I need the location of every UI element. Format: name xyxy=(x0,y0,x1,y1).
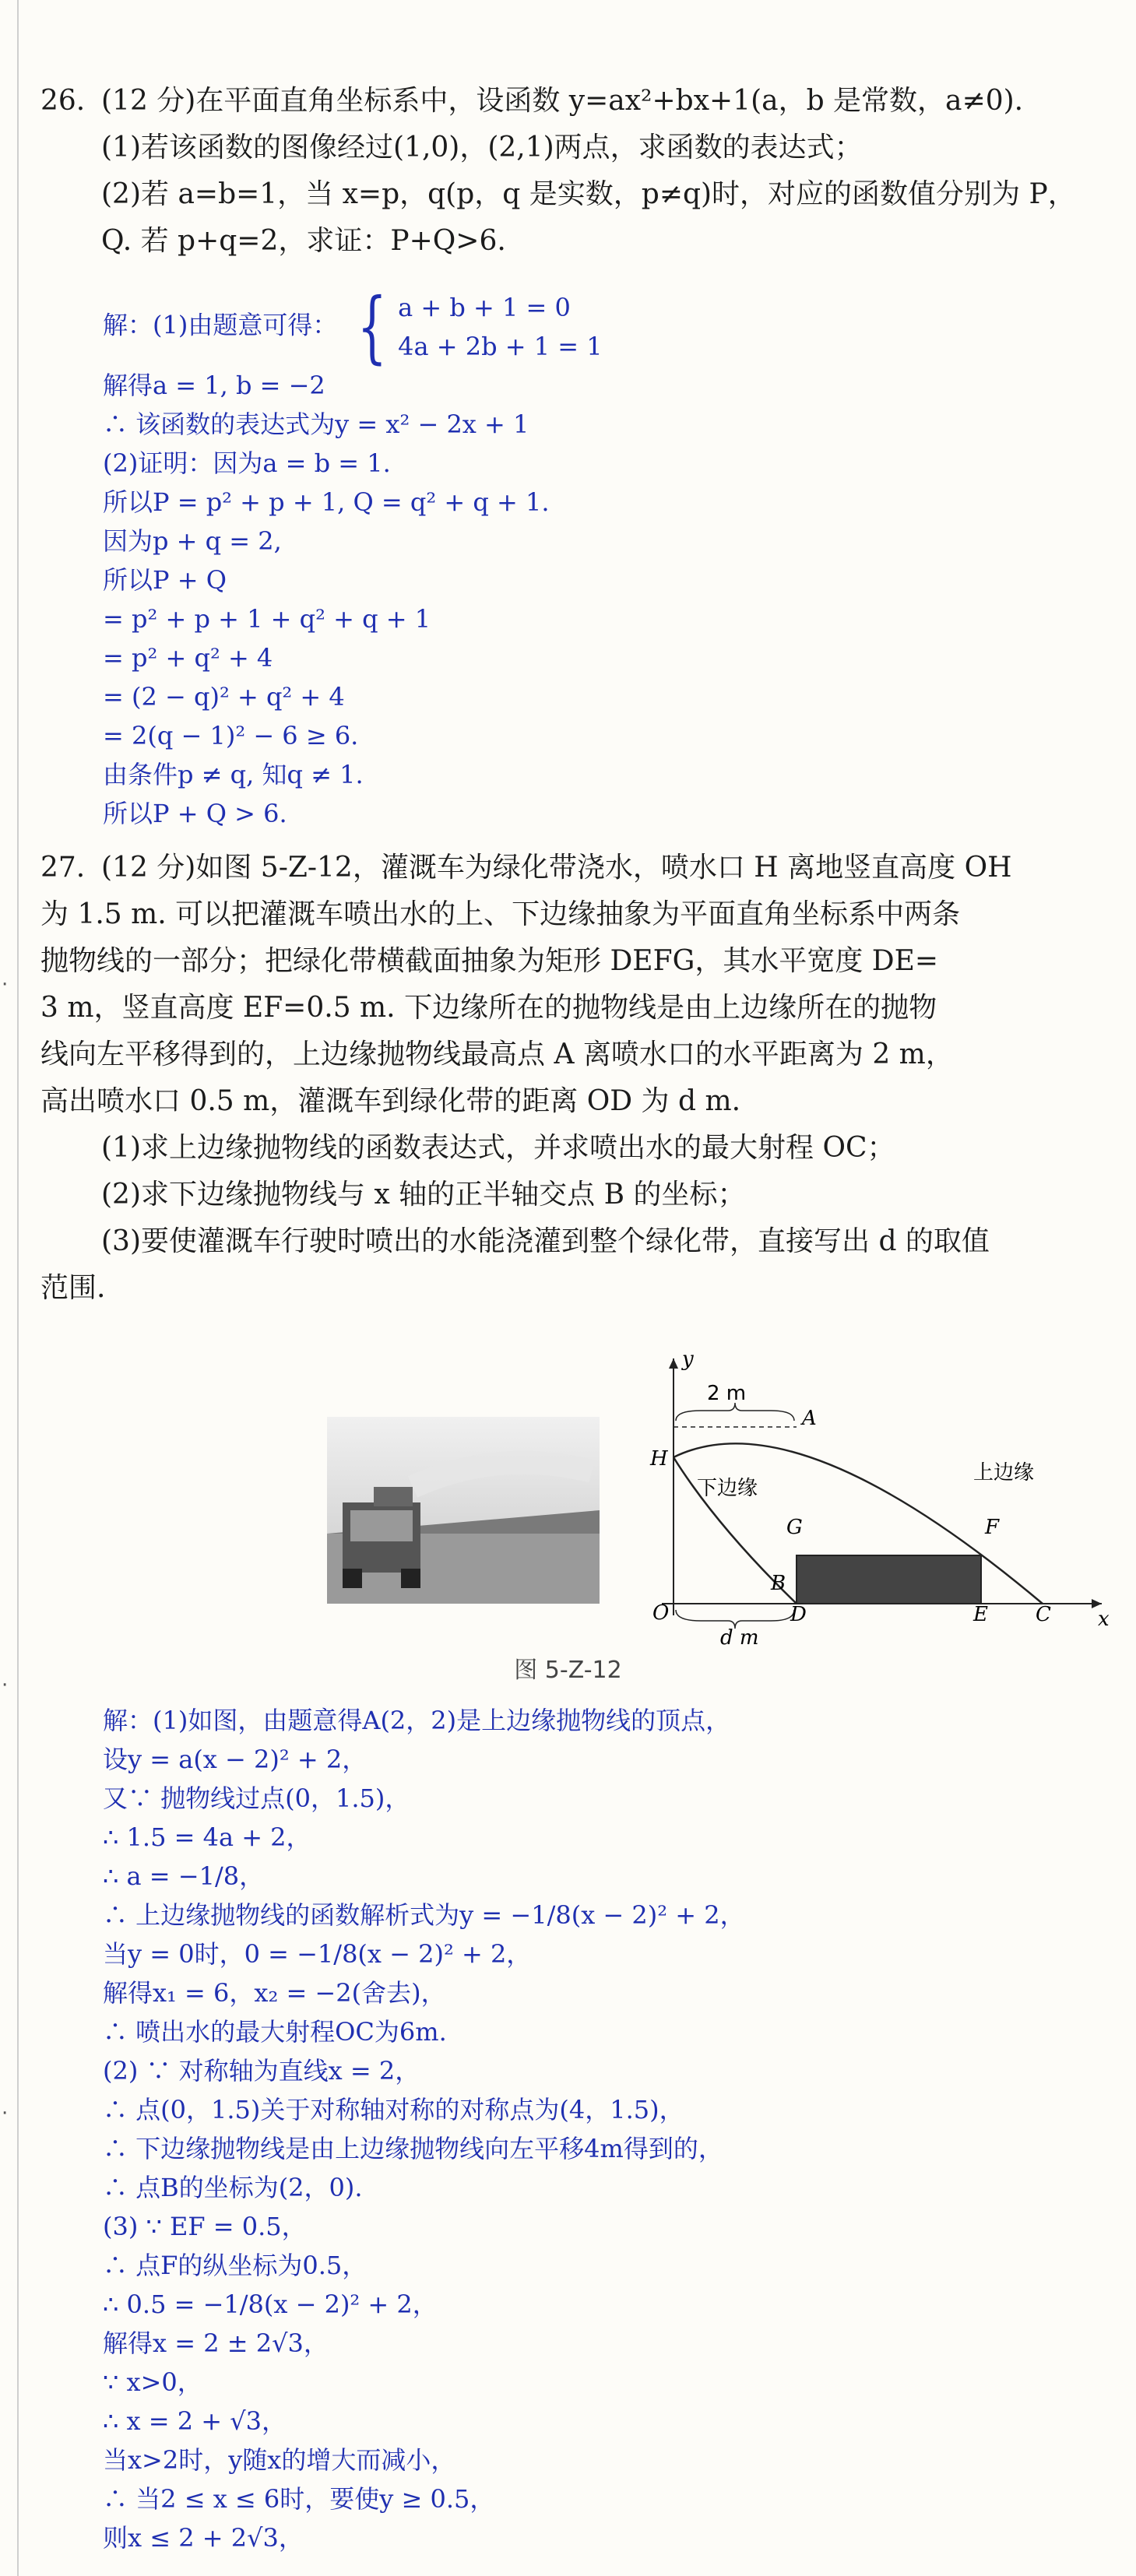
solution-line: 所以P + Q xyxy=(103,565,227,595)
margin-mark: · xyxy=(2,973,9,996)
point-G: G xyxy=(786,1516,803,1539)
solution-line: ∴ a = −1/8， xyxy=(103,1861,265,1891)
solution-line: 又∵ 抛物线过点(0，1.5)， xyxy=(103,1784,410,1813)
question-line: (1)若该函数的图像经过(1,0)，(2,1)两点，求函数的表达式； xyxy=(101,132,863,163)
label-2m: 2 m xyxy=(707,1382,747,1405)
question-line: 3 m，竖直高度 EF=0.5 m. 下边缘所在的抛物线是由上边缘所在的抛物 xyxy=(40,992,937,1024)
solution-line: ∴ 点B的坐标为(2，0). xyxy=(103,2173,363,2202)
solution-line: ∵ x>0， xyxy=(103,2367,202,2397)
label-upper-edge: 上边缘 xyxy=(973,1461,1035,1485)
solution-line: 设y = a(x − 2)² + 2， xyxy=(103,1745,368,1774)
question-line: 范围. xyxy=(40,1272,106,1304)
solution-line: 则x ≤ 2 + 2√3， xyxy=(103,2523,304,2553)
solution-line: 当x>2时，y随x的增大而减小， xyxy=(103,2445,456,2475)
point-E: E xyxy=(973,1603,988,1626)
question-line: 26. (12 分)在平面直角坐标系中，设函数 y=ax²+bx+1(a，b 是常数，a≠0). xyxy=(40,78,1099,125)
solution-intro: 解：(1)由题意可得： { a + b + 1 = 0 4a + 2b + 1 = 1 xyxy=(103,281,603,372)
solution-line: ∴ 下边缘抛物线是由上边缘抛物线向左平移4m得到的， xyxy=(103,2134,723,2163)
point-A: A xyxy=(802,1407,817,1430)
solution-line: 解得x = 2 ± 2√3， xyxy=(103,2328,329,2358)
label-dm: d m xyxy=(720,1626,759,1650)
question-line: 高出喷水口 0.5 m，灌溉车到绿化带的距离 OD 为 d m. xyxy=(40,1085,741,1117)
solution-line: 解得x₁ = 6，x₂ = −2(舍去)， xyxy=(103,1978,446,2008)
solution-line: ∴ 点F的纵坐标为0.5， xyxy=(103,2251,368,2280)
margin-mark: · xyxy=(2,1674,9,1697)
point-C: C xyxy=(1036,1603,1051,1626)
solution-line: (2)证明：因为a = b = 1. xyxy=(103,448,391,478)
question-line: 为 1.5 m. 可以把灌溉车喷出水的上、下边缘抽象为平面直角坐标系中两条 xyxy=(40,898,961,930)
solution-line: = p² + p + 1 + q² + q + 1 xyxy=(103,604,431,634)
brace-icon: { xyxy=(357,281,387,372)
solution-line: ∴ 点(0，1.5)关于对称轴对称的对称点为(4，1.5)， xyxy=(103,2095,684,2124)
question-line: (1)求上边缘抛物线的函数表达式，并求喷出水的最大射程 OC； xyxy=(101,1132,895,1164)
question-27 xyxy=(40,845,1099,1312)
solution-line: 因为p + q = 2, xyxy=(103,526,282,556)
point-D: D xyxy=(790,1603,807,1626)
solution-line: ∴ 该函数的表达式为y = x² − 2x + 1 xyxy=(103,409,529,439)
question-number: 26. xyxy=(40,85,86,117)
irrigation-truck-photo xyxy=(327,1417,600,1604)
question-line: (3)要使灌溉车行驶时喷出的水能浇灌到整个绿化带，直接写出 d 的取值 xyxy=(101,1225,990,1257)
solution-line: (3) ∵ EF = 0.5， xyxy=(103,2212,307,2241)
solution-line: 解得a = 1, b = −2 xyxy=(103,371,325,400)
page-margin-line xyxy=(17,0,19,2576)
solution-line: 所以P + Q > 6. xyxy=(103,799,287,828)
axis-x-label: x xyxy=(1098,1608,1110,1631)
y-axis-arrow-icon xyxy=(669,1358,678,1369)
question-26 xyxy=(40,78,1099,265)
parabola-figure xyxy=(631,1347,1113,1650)
axis-y-label: y xyxy=(682,1348,694,1371)
point-F: F xyxy=(985,1516,1000,1539)
solution-line: 当y = 0时，0 = −1/8(x − 2)² + 2， xyxy=(103,1939,532,1969)
question-line: (2)若 a=b=1，当 x=p，q(p，q 是实数，p≠q)时，对应的函数值分别为 P， xyxy=(101,178,1076,210)
question-line: Q. 若 p+q=2，求证：P+Q>6. xyxy=(101,225,506,257)
question-line: (2)求下边缘抛物线与 x 轴的正半轴交点 B 的坐标； xyxy=(101,1179,746,1211)
solution-line: 由条件p ≠ q, 知q ≠ 1. xyxy=(103,760,364,789)
question-line: 抛物线的一部分；把绿化带横截面抽象为矩形 DEFG，其水平宽度 DE= xyxy=(40,945,939,977)
question-number: 27. xyxy=(40,852,86,884)
solution-line: ∴ 上边缘抛物线的函数解析式为y = −1/8(x − 2)² + 2， xyxy=(103,1900,745,1930)
solution-line: = p² + q² + 4 xyxy=(103,643,273,673)
brace-2m xyxy=(676,1403,794,1421)
solution-line: ∴ 0.5 = −1/8(x − 2)² + 2， xyxy=(103,2290,438,2319)
margin-mark: · xyxy=(2,2102,9,2125)
solution-27 xyxy=(103,1701,1084,2557)
solution-line: ∴ 喷出水的最大射程OC为6m. xyxy=(103,2017,447,2047)
solution-line: ∴ 1.5 = 4a + 2， xyxy=(103,1822,311,1852)
point-B: B xyxy=(771,1572,786,1595)
point-H: H xyxy=(650,1447,668,1471)
equation: 4a + 2b + 1 = 1 xyxy=(398,332,603,361)
solution-26 xyxy=(103,281,1084,833)
solution-line: = 2(q − 1)² − 6 ≥ 6. xyxy=(103,721,359,750)
point-O: O xyxy=(652,1601,670,1625)
solution-line: ∴ 当2 ≤ x ≤ 6时，要使y ≥ 0.5， xyxy=(103,2484,495,2514)
solution-line: ∴ x = 2 + √3， xyxy=(103,2406,287,2436)
green-belt-rect xyxy=(797,1555,981,1604)
question-line: 线向左平移得到的，上边缘抛物线最高点 A 离喷水口的水平距离为 2 m， xyxy=(40,1038,954,1070)
figure-caption: 图 5-Z-12 xyxy=(514,1657,622,1684)
label-lower-edge: 下边缘 xyxy=(697,1477,758,1500)
solution-line: = (2 − q)² + q² + 4 xyxy=(103,682,345,712)
solution-line: (2) ∵ 对称轴为直线x = 2， xyxy=(103,2056,420,2086)
solution-line: 解：(1)如图，由题意得A(2，2)是上边缘抛物线的顶点， xyxy=(103,1706,731,1735)
question-line: 27. (12 分)如图 5-Z-12，灌溉车为绿化带浇水，喷水口 H 离地竖直高度 OH xyxy=(40,845,1099,891)
equation: a + b + 1 = 0 xyxy=(398,293,571,322)
solution-line: 所以P = p² + p + 1, Q = q² + q + 1. xyxy=(103,487,550,517)
